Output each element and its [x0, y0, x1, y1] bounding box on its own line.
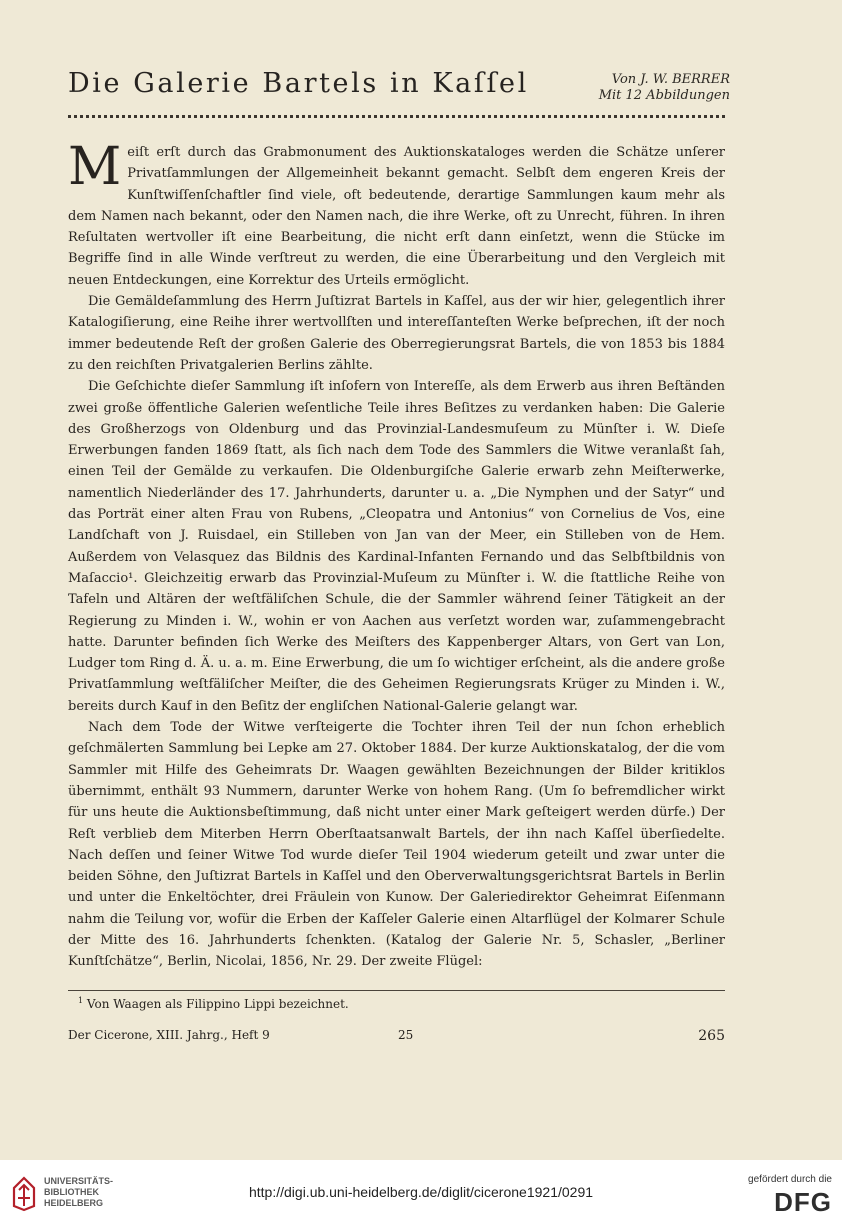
byline [599, 72, 730, 104]
running-footer [68, 1028, 725, 1048]
permalink [0, 1184, 842, 1200]
library-name-line-3: HEIDELBERG [44, 1198, 104, 1208]
article-body [68, 137, 725, 973]
paragraph-3: Die Geſchichte dieſer Sammlung iſt inſofern von Intereſſe, als dem Erwerb aus ihren Beſtänden zwei große öffentliche Galerien weſentliche Teile ihres Beſitzes zu verdanken haben: Die Galerie des Großherzogs von Oldenburg und das Provinzial-Landesmuſeum zu Münſter i. W. Dieſe Erwerbungen fanden 1869 ſtatt, als ſich nach dem Tode des Sammlers die Witwe veranlaßt ſah, einen Teil der Gemälde zu verkaufen. Die Oldenburgiſche Galerie erwarb zehn Meiſterwerke, namentlich Niederländer des 17. Jahrhunderts, darunter u. a. „Die Nymphen und der Satyr“ und das Porträt einer alten Frau von Rubens, „Cleopatra und Antonius“ von Cornelius de Vos, eine Landſchaft von J. Ruisdael, ein Stilleben von Jan van der Meer, ein Stilleben von de Hem. Außerdem von Velasquez das Bildnis des Kardinal-Infanten Fernando und das Selbſtbildnis von Maſaccio¹. Gleichzeitig erwarb das Provinzial-Muſeum zu Münſter i. W. die ſtattliche Reihe von Tafeln und Altären der weſtfäliſchen Schule, die der Sammler während ſeiner Tätigkeit an der Regierung zu Minden i. W., wohin er von Aachen aus verſetzt worden war, zuſammengebracht hatte. Darunter befinden ſich Werke des Meiſters des Kappenberger Altars, von Gert van Lon, Ludger tom Ring d. Ä. u. a. m. Eine Erwerbung, die um ſo wichtiger erſcheint, als die andere große Privatſammlung weſtfäliſcher Meiſter, die des Geheimen Regierungsrats Krüger zu Minden i. W., bereits durch Kauf in den Beſitz der engliſchen National-Galerie gelangt war. [68, 379, 725, 714]
permalink-link[interactable]: http://digi.ub.uni-heidelberg.de/diglit/cicerone1921/0291 [248, 1184, 594, 1200]
page-number: 265 [698, 1028, 725, 1044]
signature-mark: 25 [398, 1028, 414, 1042]
footnote-divider [68, 990, 725, 991]
footnote [78, 996, 349, 1011]
illustrations-line: Mit 12 Abbildungen [598, 88, 730, 103]
library-name-line-2: BIBLIOTHEK [44, 1187, 99, 1197]
paragraph-1 [68, 137, 725, 291]
article-title: Die Galerie Bartels in Kaſſel [68, 68, 529, 99]
sponsor-label: gefördert durch die [748, 1174, 832, 1185]
journal-reference: Der Cicerone, XIII. Jahrg., Heft 9 [68, 1028, 270, 1042]
author-line: Von J. W. BERRER [611, 72, 730, 87]
sponsor [742, 1174, 832, 1218]
dfg-logo: DFG [774, 1187, 832, 1217]
footnote-marker: 1 [78, 996, 84, 1005]
digitization-bar [0, 1160, 842, 1227]
paragraph-2: Die Gemäldeſammlung des Herrn Juſtizrat Bartels in Kaſſel, aus der wir hier, gelegentlich ihrer Katalogiſierung, eine Reihe ihrer wertvollſten und intereſſanteſten Werke beſprechen, iſt der noch immer bedeutende Reſt der großen Galerie des Oberregierungsrat Bartels, die von 1853 bis 1884 zu den reichſten Privatgalerien Berlins zählte. [68, 294, 725, 373]
footnote-text: Von Waagen als Filippino Lippi bezeichnet. [86, 997, 349, 1011]
drop-cap: M [68, 137, 122, 197]
paragraph-4: Nach dem Tode der Witwe verſteigerte die Tochter ihren Teil der nun ſchon erheblich geſchmälerten Sammlung bei Lepke am 27. Oktober 1884. Der kurze Auktionskatalog, der die vom Sammler mit Hilfe des Geheimrats Dr. Waagen gewählten Bezeichnungen der Bilder kritiklos übernimmt, enthält 93 Nummern, darunter Werke von hohem Rang. (Um ſo befremdlicher wirkt für uns heute die Auktionsbeſtimmung, daß nicht unter einer Mark geſteigert werden dürfe.) Der Reſt verblieb dem Miterben Herrn Oberſtaatsanwalt Bartels, der ihn nach Kaſſel überſiedelte. Nach deſſen und ſeiner Witwe Tod wurde dieſer Teil 1904 wiederum geteilt und zwar unter die beiden Söhne, den Juſtizrat Bartels in Kaſſel und den Oberverwaltungsgerichtsrat Bartels in Berlin und unter die Enkeltöchter, drei Fräulein von Kunow. Der Galeriedirektor Geheimrat Eiſenmann nahm die Teilung vor, wofür die Erben der Kaſſeler Galerie einen Altarflügel der Kolmarer Schule der Mitte des 16. Jahrhunderts ſchenkten. (Katalog der Galerie Nr. 5, Schasler, „Berliner Kunſtſchätze“, Berlin, Nicolai, 1856, Nr. 29. Der zweite Flügel: [68, 720, 725, 970]
ornamental-rule [68, 115, 725, 118]
library-name-line-1: UNIVERSITÄTS- [44, 1176, 114, 1186]
paragraph-1-text: eiſt erſt durch das Grabmonument des Auktionskataloges werden die Schätze unſerer Privatſammlungen der Allgemeinheit bekannt gemacht. Selbſt dem engeren Kreis der Kunſtwiſſenſchaftler ſind viele, oft bedeutende, derartige Sammlungen kaum mehr als dem Namen nach bekannt, oder den Namen nach, die ihre Werke, oft zu Unrecht, führen. In ihren Reſultaten wertvoller iſt eine Bearbeitung, die nicht erſt dann einſetzt, wenn die Stücke im Begriffe ſind in alle Winde verſtreut zu werden, die eine Überarbeitung und den Vergleich mit neuen Entdeckungen, eine Korrektur des Urteils ermöglicht. [68, 145, 725, 288]
